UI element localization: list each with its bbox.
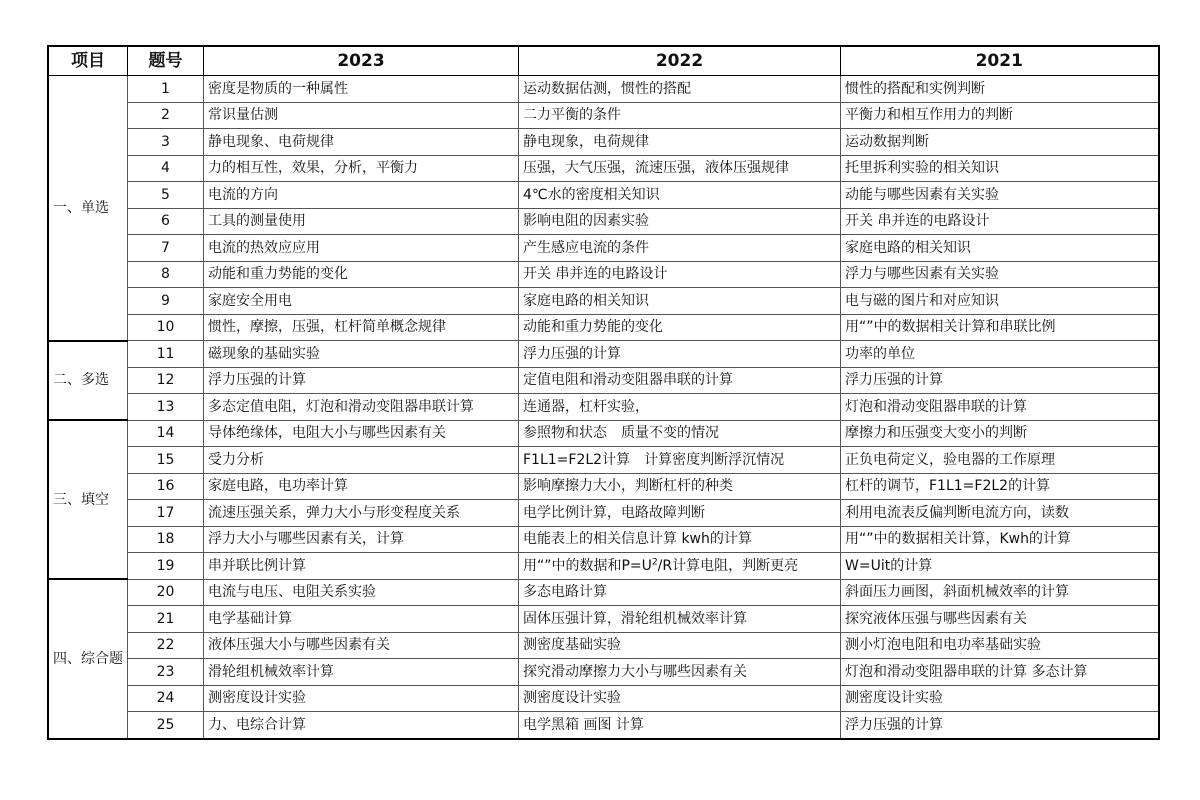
topic-2022-cell: 开关 串并连的电路设计 (519, 261, 841, 288)
question-number-cell: 12 (128, 367, 204, 394)
topic-2022-cell: 运动数据估测，惯性的搭配 (519, 76, 841, 103)
topic-2023-cell: 多态定值电阻，灯泡和滑动变阻器串联计算 (204, 394, 519, 421)
question-number-cell: 17 (128, 500, 204, 527)
table-row (48, 314, 1159, 341)
topic-2021-cell: 浮力压强的计算 (841, 367, 1159, 394)
topic-2021-cell: 开关 串并连的电路设计 (841, 208, 1159, 235)
question-number-cell: 9 (128, 288, 204, 315)
question-number-cell: 20 (128, 579, 204, 606)
table-row (48, 606, 1159, 633)
topic-2023-cell: 磁现象的基础实验 (204, 341, 519, 368)
topic-2022-cell: 压强，大气压强，流速压强，液体压强规律 (519, 155, 841, 182)
topic-2023-cell: 工具的测量使用 (204, 208, 519, 235)
header-category: 项目 (48, 46, 128, 76)
topic-2021-cell: 托里拆利实验的相关知识 (841, 155, 1159, 182)
table-row (48, 208, 1159, 235)
topic-2021-cell: 用“”中的数据相关计算，Kwh的计算 (841, 526, 1159, 553)
topic-2021-cell: 灯泡和滑动变阻器串联的计算 (841, 394, 1159, 421)
header-2023: 2023 (204, 46, 519, 76)
topic-2023-cell: 液体压强大小与哪些因素有关 (204, 632, 519, 659)
topic-2022-cell: 电能表上的相关信息计算 kwh的计算 (519, 526, 841, 553)
topic-2022-text-part: 用“”中的数据和P=U (523, 557, 652, 574)
topic-2023-cell: 常识量估测 (204, 102, 519, 129)
topic-2021-cell: 正负电荷定义，验电器的工作原理 (841, 447, 1159, 474)
question-number-cell: 23 (128, 659, 204, 686)
topic-2021-cell: 斜面压力画图，斜面机械效率的计算 (841, 579, 1159, 606)
question-number-cell: 19 (128, 553, 204, 580)
question-number-cell: 18 (128, 526, 204, 553)
topic-2021-cell: 摩擦力和压强变大变小的判断 (841, 420, 1159, 447)
topic-2023-cell: 密度是物质的一种属性 (204, 76, 519, 103)
question-number-cell: 25 (128, 712, 204, 739)
question-number-cell: 15 (128, 447, 204, 474)
topic-2023-cell: 串并联比例计算 (204, 553, 519, 580)
question-number-cell: 10 (128, 314, 204, 341)
topic-2021-cell: W=Uit的计算 (841, 553, 1159, 580)
topic-2022-cell: 家庭电路的相关知识 (519, 288, 841, 315)
table-row (48, 367, 1159, 394)
topic-2023-cell: 家庭安全用电 (204, 288, 519, 315)
header-row (48, 46, 1159, 76)
topic-2022-cell: 影响摩擦力大小，判断杠杆的种类 (519, 473, 841, 500)
table-row (48, 420, 1159, 447)
topic-2021-cell: 用“”中的数据相关计算和串联比例 (841, 314, 1159, 341)
table-row (48, 632, 1159, 659)
table-row (48, 447, 1159, 474)
topic-2021-cell: 功率的单位 (841, 341, 1159, 368)
table-row (48, 129, 1159, 156)
table-row (48, 712, 1159, 739)
topic-2022-cell: 测密度设计实验 (519, 685, 841, 712)
topic-2021-cell: 家庭电路的相关知识 (841, 235, 1159, 262)
question-number-cell: 5 (128, 182, 204, 209)
question-number-cell: 22 (128, 632, 204, 659)
topic-2021-cell: 动能与哪些因素有关实验 (841, 182, 1159, 209)
table-row (48, 102, 1159, 129)
topic-2021-cell: 电与磁的图片和对应知识 (841, 288, 1159, 315)
category-cell: 三、填空 (48, 420, 128, 579)
topic-2021-cell: 浮力与哪些因素有关实验 (841, 261, 1159, 288)
table-row (48, 526, 1159, 553)
question-number-cell: 14 (128, 420, 204, 447)
topic-2021-cell: 测小灯泡电阻和电功率基础实验 (841, 632, 1159, 659)
topic-2023-cell: 力的相互性，效果，分析，平衡力 (204, 155, 519, 182)
topic-2022-cell: 测密度基础实验 (519, 632, 841, 659)
topic-2022-cell: 电学比例计算，电路故障判断 (519, 500, 841, 527)
table-row (48, 579, 1159, 606)
table-row (48, 553, 1159, 580)
topic-2022-cell: 产生感应电流的条件 (519, 235, 841, 262)
topic-2022-cell: 多态电路计算 (519, 579, 841, 606)
exam-topics-table (47, 45, 1160, 740)
topic-2022-cell: 4℃水的密度相关知识 (519, 182, 841, 209)
topic-2021-cell: 利用电流表反偏判断电流方向，读数 (841, 500, 1159, 527)
topic-2021-cell: 杠杆的调节，F1L1=F2L2的计算 (841, 473, 1159, 500)
category-cell: 一、单选 (48, 76, 128, 341)
topic-2023-cell: 静电现象、电荷规律 (204, 129, 519, 156)
table-row (48, 659, 1159, 686)
question-number-cell: 3 (128, 129, 204, 156)
topic-2023-cell: 导体绝缘体，电阻大小与哪些因素有关 (204, 420, 519, 447)
question-number-cell: 7 (128, 235, 204, 262)
topic-2023-cell: 电流与电压、电阻关系实验 (204, 579, 519, 606)
topic-2023-cell: 电学基础计算 (204, 606, 519, 633)
table-row (48, 76, 1159, 103)
header-2021: 2021 (841, 46, 1159, 76)
topic-2022-cell: 参照物和状态 质量不变的情况 (519, 420, 841, 447)
table-row (48, 235, 1159, 262)
topic-2023-cell: 电流的方向 (204, 182, 519, 209)
topic-2022-cell: 连通器，杠杆实验， (519, 394, 841, 421)
table-row (48, 261, 1159, 288)
topic-2023-cell: 浮力大小与哪些因素有关，计算 (204, 526, 519, 553)
question-number-cell: 2 (128, 102, 204, 129)
topic-2023-cell: 流速压强关系，弹力大小与形变程度关系 (204, 500, 519, 527)
question-number-cell: 8 (128, 261, 204, 288)
topic-2021-cell: 灯泡和滑动变阻器串联的计算 多态计算 (841, 659, 1159, 686)
topic-2023-cell: 浮力压强的计算 (204, 367, 519, 394)
topic-2022-cell: 固体压强计算，滑轮组机械效率计算 (519, 606, 841, 633)
topic-2022-cell: 浮力压强的计算 (519, 341, 841, 368)
question-number-cell: 11 (128, 341, 204, 368)
category-cell: 四、综合题 (48, 579, 128, 739)
table-row (48, 500, 1159, 527)
topic-2022-cell: 定值电阻和滑动变阻器串联的计算 (519, 367, 841, 394)
topic-2021-cell: 运动数据判断 (841, 129, 1159, 156)
topic-2022-text-part: /R计算电阻，判断更亮 (657, 557, 799, 574)
topic-2022-cell: 影响电阻的因素实验 (519, 208, 841, 235)
topic-2023-cell: 惯性，摩擦，压强，杠杆简单概念规律 (204, 314, 519, 341)
topic-2022-cell (519, 553, 841, 580)
topic-2021-cell: 测密度设计实验 (841, 685, 1159, 712)
header-2022: 2022 (519, 46, 841, 76)
question-number-cell: 16 (128, 473, 204, 500)
question-number-cell: 4 (128, 155, 204, 182)
topic-2022-cell: F1L1=F2L2计算 计算密度判断浮沉情况 (519, 447, 841, 474)
category-cell: 二、多选 (48, 341, 128, 421)
topic-2023-cell: 力、电综合计算 (204, 712, 519, 739)
question-number-cell: 1 (128, 76, 204, 103)
topic-2021-cell: 探究液体压强与哪些因素有关 (841, 606, 1159, 633)
topic-2022-cell: 静电现象，电荷规律 (519, 129, 841, 156)
topic-2021-cell: 惯性的搭配和实例判断 (841, 76, 1159, 103)
table-row (48, 685, 1159, 712)
table-body (48, 76, 1159, 739)
question-number-cell: 6 (128, 208, 204, 235)
topic-2022-cell: 电学黑箱 画图 计算 (519, 712, 841, 739)
table-row (48, 155, 1159, 182)
question-number-cell: 21 (128, 606, 204, 633)
topic-2023-cell: 电流的热效应应用 (204, 235, 519, 262)
topic-2022-cell: 动能和重力势能的变化 (519, 314, 841, 341)
topic-2022-cell: 探究滑动摩擦力大小与哪些因素有关 (519, 659, 841, 686)
superscript-exponent: 2 (651, 557, 658, 568)
table-row (48, 182, 1159, 209)
table-row (48, 394, 1159, 421)
topic-2021-cell: 浮力压强的计算 (841, 712, 1159, 739)
topic-2023-cell: 家庭电路，电功率计算 (204, 473, 519, 500)
topic-2022-cell: 二力平衡的条件 (519, 102, 841, 129)
topic-2021-cell: 平衡力和相互作用力的判断 (841, 102, 1159, 129)
topic-2023-cell: 测密度设计实验 (204, 685, 519, 712)
topic-2023-cell: 滑轮组机械效率计算 (204, 659, 519, 686)
question-number-cell: 13 (128, 394, 204, 421)
table-row (48, 473, 1159, 500)
table-row (48, 341, 1159, 368)
table-row (48, 288, 1159, 315)
topic-2023-cell: 动能和重力势能的变化 (204, 261, 519, 288)
topic-2023-cell: 受力分析 (204, 447, 519, 474)
question-number-cell: 24 (128, 685, 204, 712)
header-question-number: 题号 (128, 46, 204, 76)
